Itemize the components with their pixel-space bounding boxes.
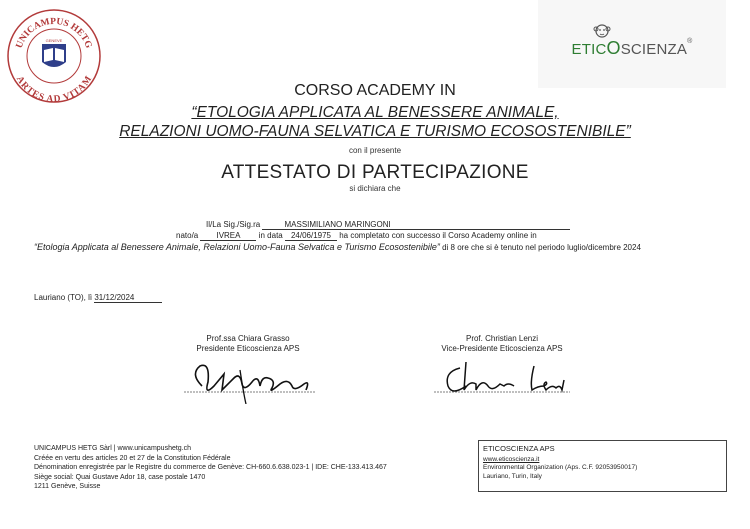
signer-role-left: Presidente Eticoscienza APS: [196, 344, 300, 353]
signer-role-right: Vice-Presidente Eticoscienza APS: [441, 344, 563, 353]
course-title-line1: “ETOLOGIA APPLICATA AL BENESSERE ANIMALE,: [191, 104, 559, 121]
name-row: [206, 220, 570, 230]
course-row: [34, 242, 724, 252]
recipient-name: MASSIMILIANO MARINGONI: [284, 220, 391, 229]
birth-row: [176, 231, 537, 241]
nato-a-label: nato/a: [176, 231, 199, 240]
con-il-presente: con il presente: [348, 146, 402, 155]
footer-left-line-4: Siège social: Quai Gustave Ador 18, case postale 1470: [34, 473, 206, 481]
seal-text-bottom: ARTES AD VITAM: [13, 74, 95, 104]
seal-text-shield: GENEVE: [45, 38, 63, 43]
place-prefix: Lauriano (TO), lì: [34, 293, 93, 302]
place-date: [34, 293, 162, 303]
attestato-title: ATTESTATO DI PARTECIPAZIONE: [221, 162, 529, 183]
signer-name-right: Prof. Christian Lenzi: [465, 334, 539, 343]
eticoscienza-logo: [538, 0, 726, 88]
course-title-line2: RELAZIONI UOMO-FAUNA SELVATICA E TURISMO ECOSOSTENIBILE”: [119, 123, 631, 140]
completion-text: ha completato con successo il Corso Academy online in: [339, 231, 537, 240]
wordmark-etic: ETIC: [571, 41, 607, 58]
birth-date: 24/06/1975: [290, 231, 331, 240]
footer-right-title: ETICOSCIENZA APS: [483, 444, 555, 453]
city-field: [200, 231, 256, 241]
footer-right-link[interactable]: www.eticoscienza.it: [483, 455, 540, 463]
registered-mark: ®: [687, 38, 693, 45]
signer-name-left: Prof.ssa Chiara Grasso: [206, 334, 290, 343]
footer-left-line-2: Créée en vertu des articles 20 et 27 de la Constitution Fédérale: [34, 454, 231, 462]
footer-right-box: [478, 440, 727, 492]
course-italic: “Etologia Applicata al Benessere Animale, Relazioni Uomo-Fauna Selvatica e Turismo Ecosostenibile”: [34, 242, 440, 252]
footer-left: [34, 444, 387, 492]
wordmark-o: O: [606, 38, 621, 58]
name-value: [262, 220, 570, 230]
course-line: CORSO ACADEMY IN: [294, 82, 456, 99]
birth-city: IVREA: [216, 231, 241, 240]
signature-block-right: [432, 334, 572, 353]
signature-block-left: [180, 334, 316, 353]
eticoscienza-wordmark: [550, 38, 714, 59]
footer-right-line-2: Environmental Organization (Aps. C.F. 92053950017): [483, 464, 638, 471]
footer-left-line-5: 1211 Genève, Suisse: [34, 483, 101, 490]
seal-text-top: UNICAMPUS HETG: [14, 16, 94, 50]
il-la-label: Il/La Sig./Sig.ra: [206, 220, 261, 229]
wordmark-scienza: SCIENZA: [620, 41, 688, 58]
footer-left-line-3: Dénomination enregistrée par le Registre du commerce de Genève: CH-660.6.638.023-1 | IDE: CHE-133.413.467: [34, 464, 387, 471]
footer-left-line-1: UNICAMPUS HETG Sàrl | www.unicampushetg.ch: [34, 445, 192, 452]
si-dichiara: si dichiara che: [349, 184, 401, 193]
issue-date-field: [94, 293, 162, 303]
in-data-label: in data: [258, 231, 283, 240]
signature-left: [180, 356, 330, 404]
footer-right-line-3: Lauriano, Turin, Italy: [483, 472, 542, 480]
issue-date: 31/12/2024: [94, 293, 135, 302]
signature-right: [430, 356, 580, 404]
birth-date-field: [285, 231, 337, 241]
course-tail: di 8 ore che si è tenuto nel periodo luglio/dicembre 2024: [442, 243, 641, 252]
